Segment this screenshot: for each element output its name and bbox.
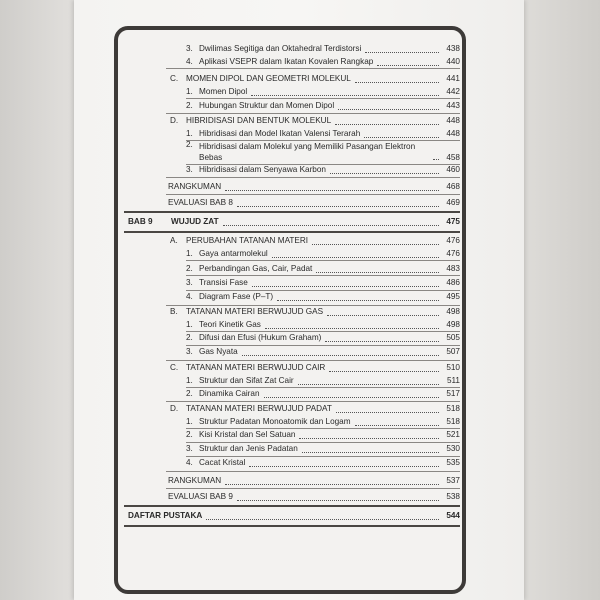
toc-entry-page: 460 [446, 165, 460, 174]
toc-entry-page: 538 [446, 492, 460, 501]
toc-entry [186, 42, 460, 56]
toc-entry-label: Gaya antarmolekul [199, 249, 268, 258]
leader-dots [338, 108, 439, 110]
toc-entry-label: Dwilimas Segitiga dan Oktahedral Terdistorsi [199, 44, 362, 53]
toc-entry [186, 139, 460, 163]
toc-section-label: MOMEN DIPOL DAN GEOMETRI MOLEKUL [186, 74, 351, 83]
toc-entry [186, 262, 460, 276]
toc-entry [168, 180, 460, 194]
leader-dots [249, 465, 439, 467]
toc-entry-page: 486 [446, 278, 460, 287]
toc-entry [186, 163, 460, 177]
divider [166, 471, 460, 472]
toc-entry-label: RANGKUMAN [168, 476, 222, 485]
toc-entry-number: 3. [186, 444, 193, 453]
toc-entry-label: EVALUASI BAB 9 [168, 492, 233, 501]
toc-entry-page: 517 [446, 389, 460, 398]
divider [186, 260, 460, 261]
toc-entry-label: RANGKUMAN [168, 182, 222, 191]
toc-entry [186, 290, 460, 304]
toc-entry-page: 441 [446, 74, 460, 83]
toc-section-label: TATANAN MATERI BERWUJUD GAS [186, 307, 324, 316]
toc-entry-page: 518 [446, 404, 460, 413]
toc-entry-label: Kisi Kristal dan Sel Satuan [199, 430, 296, 439]
toc-entry-page: 468 [446, 182, 460, 191]
toc-entry [186, 345, 460, 359]
leader-dots [252, 285, 439, 287]
toc-entry-label: Hibridisasi dan Model Ikatan Valensi Terarah [199, 129, 361, 138]
toc-entry-label: Aplikasi VSEPR dalam Ikatan Kovalen Rangkap [199, 57, 374, 66]
toc-entry [186, 442, 460, 456]
toc-entry-page: 498 [446, 320, 460, 329]
leader-dots [298, 383, 439, 385]
toc-entry-page: 535 [446, 458, 460, 467]
toc-section [170, 361, 460, 375]
toc-section [170, 114, 460, 128]
toc-section-label: HIBRIDISASI DAN BENTUK MOLEKUL [186, 116, 332, 125]
divider [124, 525, 460, 527]
toc-section-letter: B. [170, 307, 178, 316]
toc-entry [186, 374, 460, 388]
toc-entry-label: Cacat Kristal [199, 458, 246, 467]
toc-entry-page: 518 [446, 417, 460, 426]
toc-entry-page: 544 [446, 511, 460, 520]
leader-dots [251, 94, 439, 96]
toc-section-letter: D. [170, 116, 179, 125]
leader-dots [225, 483, 439, 485]
leader-dots [329, 370, 439, 372]
toc-section-label: TATANAN MATERI BERWUJUD CAIR [186, 363, 326, 372]
toc-entry [186, 276, 460, 290]
toc-entry-page: 448 [446, 129, 460, 138]
divider [166, 194, 460, 195]
divider [124, 505, 460, 507]
toc-entry-label: Hubungan Struktur dan Momen Dipol [199, 101, 335, 110]
chapter-title: DAFTAR PUSTAKA [128, 511, 203, 520]
toc-section-label: TATANAN MATERI BERWUJUD PADAT [186, 404, 332, 413]
toc-entry [168, 474, 460, 488]
leader-dots [335, 123, 439, 125]
divider [124, 231, 460, 233]
toc-chapter [128, 215, 460, 229]
toc-entry-page: 530 [446, 444, 460, 453]
divider [166, 177, 460, 178]
toc-entry-page: 443 [446, 101, 460, 110]
leader-dots [272, 256, 439, 258]
toc-section [170, 234, 460, 248]
toc-entry-number: 3. [186, 165, 193, 174]
leader-dots [277, 299, 439, 301]
toc-entry [186, 456, 460, 470]
chapter-number: BAB 9 [128, 217, 153, 226]
leader-dots [225, 189, 439, 191]
toc-entry-number: 1. [186, 249, 193, 258]
toc-entry-label: Perbandingan Gas, Cair, Padat [199, 264, 313, 273]
leader-dots [355, 81, 439, 83]
toc-entry-label: Hibridisasi dalam Molekul yang Memiliki Pasangan Elektron Bebas [199, 142, 416, 162]
toc-section [170, 72, 460, 86]
toc-entry-number: 2. [186, 333, 193, 342]
leader-dots [364, 136, 439, 138]
toc-section-letter: C. [170, 74, 179, 83]
toc-chapter [128, 509, 460, 523]
toc-entry-number: 4. [186, 458, 193, 467]
toc-entry-page: 507 [446, 347, 460, 356]
toc-entry-number: 2. [186, 140, 193, 149]
toc-entry [186, 415, 460, 429]
toc-entry [186, 85, 460, 99]
toc-entry-number: 2. [186, 101, 193, 110]
toc-entry-number: 1. [186, 129, 193, 138]
toc-entry-page: 469 [446, 198, 460, 207]
divider [124, 211, 460, 213]
toc-entry-number: 1. [186, 376, 193, 385]
leader-dots [355, 424, 439, 426]
toc-entry-number: 2. [186, 430, 193, 439]
toc-entry-page: 495 [446, 292, 460, 301]
leader-dots [327, 314, 439, 316]
leader-dots [365, 51, 439, 53]
toc-entry-number: 1. [186, 417, 193, 426]
toc-entry-page: 448 [446, 116, 460, 125]
toc-entry-label: Dinamika Cairan [199, 389, 260, 398]
toc-entry-label: EVALUASI BAB 8 [168, 198, 233, 207]
toc-entry [168, 490, 460, 504]
leader-dots [264, 396, 439, 398]
toc-entry-label: Hibridisasi dalam Senyawa Karbon [199, 165, 326, 174]
toc-entry [186, 99, 460, 113]
toc-entry-number: 1. [186, 320, 193, 329]
toc-entry [186, 331, 460, 345]
toc-entry-page: 511 [446, 376, 460, 385]
divider [166, 488, 460, 489]
toc-entry [186, 387, 460, 401]
leader-dots [237, 205, 439, 207]
toc-entry-page: 521 [446, 430, 460, 439]
leader-dots [242, 354, 439, 356]
toc-entry [186, 55, 460, 69]
toc-entry-number: 4. [186, 57, 193, 66]
toc-entry [168, 196, 460, 210]
toc-entry-page: 440 [446, 57, 460, 66]
toc-entry-label: Diagram Fase (P–T) [199, 292, 274, 301]
toc-entry-page: 476 [446, 249, 460, 258]
toc-section-label: PERUBAHAN TATANAN MATERI [186, 236, 309, 245]
toc-entry-number: 3. [186, 347, 193, 356]
toc-entry-page: 475 [446, 217, 460, 226]
toc-entry-page: 483 [446, 264, 460, 273]
toc-entry-page: 505 [446, 333, 460, 342]
toc-entry-number: 2. [186, 264, 193, 273]
toc-entry-page: 442 [446, 87, 460, 96]
toc-entry-number: 2. [186, 389, 193, 398]
toc-entry-number: 4. [186, 292, 193, 301]
toc-section-letter: C. [170, 363, 179, 372]
leader-dots [265, 327, 439, 329]
toc-entry-label: Teori Kinetik Gas [199, 320, 261, 329]
toc-entry-page: 537 [446, 476, 460, 485]
toc-entry-label: Struktur dan Jenis Padatan [199, 444, 298, 453]
toc-entry-label: Transisi Fase [199, 278, 248, 287]
leader-dots [237, 499, 439, 501]
leader-dots [299, 437, 439, 439]
toc-entry-page: 510 [446, 363, 460, 372]
toc-entry-page: 476 [446, 236, 460, 245]
toc-entry [186, 247, 460, 261]
chapter-title: WUJUD ZAT [171, 217, 219, 226]
toc-entry-label: Struktur Padatan Monoatomik dan Logam [199, 417, 351, 426]
leader-dots [312, 243, 439, 245]
divider [166, 68, 460, 69]
toc-entry-number: 1. [186, 87, 193, 96]
leader-dots [336, 411, 439, 413]
toc-entry-label: Gas Nyata [199, 347, 238, 356]
toc-entry [186, 318, 460, 332]
leader-dots [302, 451, 439, 453]
leader-dots [316, 271, 439, 273]
toc-entry-page: 458 [446, 153, 460, 162]
leader-dots [325, 340, 439, 342]
leader-dots [206, 518, 439, 520]
toc-entry-page: 438 [446, 44, 460, 53]
leader-dots [223, 224, 439, 226]
toc-entry-label: Difusi dan Efusi (Hukum Graham) [199, 333, 322, 342]
toc-entry [186, 428, 460, 442]
toc-section [170, 402, 460, 416]
leader-dots [377, 64, 439, 66]
toc-entry-page: 498 [446, 307, 460, 316]
leader-dots [433, 158, 439, 160]
toc-entry-label: Struktur dan Sifat Zat Cair [199, 376, 294, 385]
toc-entry-number: 3. [186, 278, 193, 287]
toc-entry-label: Momen Dipol [199, 87, 248, 96]
toc-entry-number: 3. [186, 44, 193, 53]
toc-section-letter: A. [170, 236, 178, 245]
toc-section-letter: D. [170, 404, 179, 413]
toc-section [170, 305, 460, 319]
leader-dots [330, 172, 439, 174]
